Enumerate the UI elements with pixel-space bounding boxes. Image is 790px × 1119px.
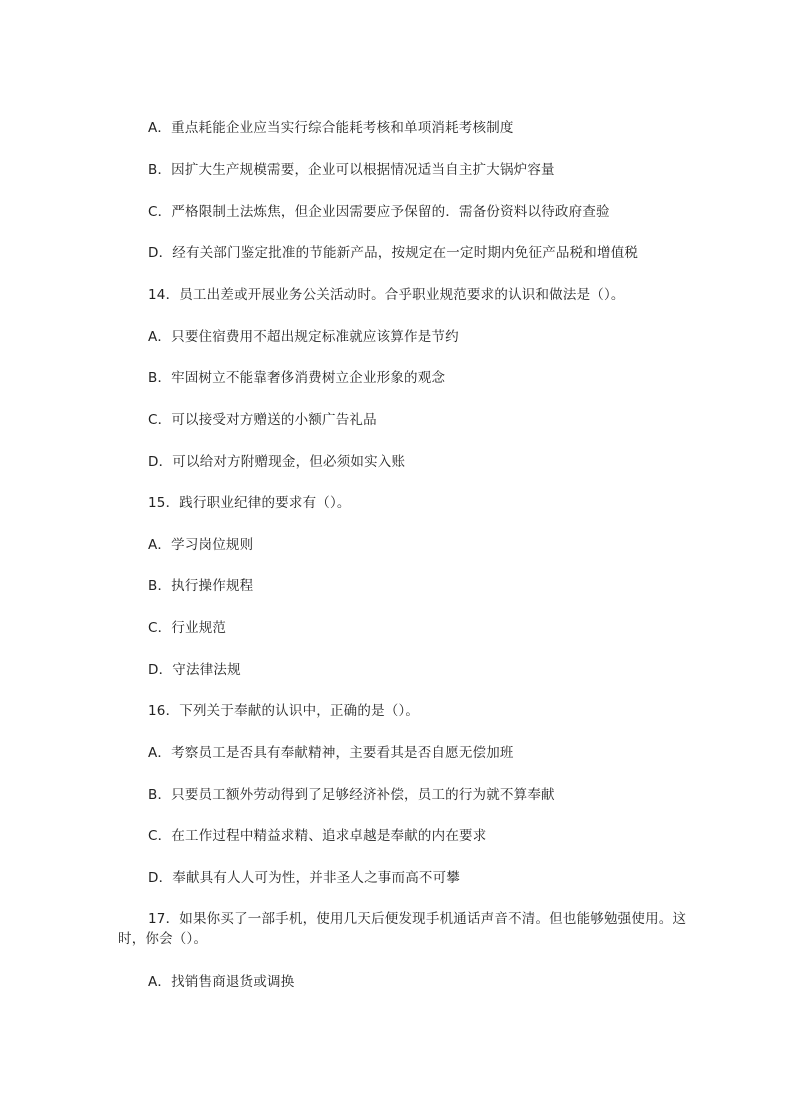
- option-16d: D．奉献具有人人可为性，并非圣人之事而高不可攀: [148, 870, 460, 886]
- option-14d: D．可以给对方附赠现金，但必须如实入账: [148, 454, 406, 470]
- question-17: 17．如果你买了一部手机，使用几天后便发现手机通话声音不清。但也能够勉强使用。这时，你会（）。: [118, 911, 687, 947]
- option-16c: C．在工作过程中精益求精、追求卓越是奉献的内在要求: [148, 828, 487, 844]
- option-15c: C．行业规范: [148, 620, 227, 636]
- option-14b: B．牢固树立不能靠奢侈消费树立企业形象的观念: [148, 370, 446, 386]
- option-14a: A．只要住宿费用不超出规定标准就应该算作是节约: [148, 329, 459, 345]
- option-16a: A．考察员工是否具有奉献精神，主要看其是否自愿无偿加班: [148, 745, 514, 761]
- question-16: 16．下列关于奉献的认识中，正确的是（）。: [148, 703, 420, 719]
- option-15d: D．守法律法规: [148, 662, 241, 678]
- question-14: 14．员工出差或开展业务公关活动时。合乎职业规范要求的认识和做法是（）。: [148, 287, 625, 303]
- option-15a: A．学习岗位规则: [148, 537, 254, 553]
- option-13d: D．经有关部门鉴定批准的节能新产品，按规定在一定时期内免征产品税和增值税: [148, 245, 639, 261]
- option-14c: C．可以接受对方赠送的小额广告礼品: [148, 412, 377, 428]
- option-16b: B．只要员工额外劳动得到了足够经济补偿，员工的行为就不算奉献: [148, 787, 555, 803]
- option-17a: A．找销售商退货或调换: [148, 974, 295, 990]
- option-13a: A．重点耗能企业应当实行综合能耗考核和单项消耗考核制度: [148, 120, 514, 136]
- option-15b: B．执行操作规程: [148, 578, 254, 594]
- option-13c: C．严格限制土法炼焦，但企业因需要应予保留的．需备份资料以待政府查验: [148, 204, 610, 220]
- option-13b: B．因扩大生产规模需要，企业可以根据情况适当自主扩大锅炉容量: [148, 162, 555, 178]
- question-15: 15．践行职业纪律的要求有（）。: [148, 495, 351, 511]
